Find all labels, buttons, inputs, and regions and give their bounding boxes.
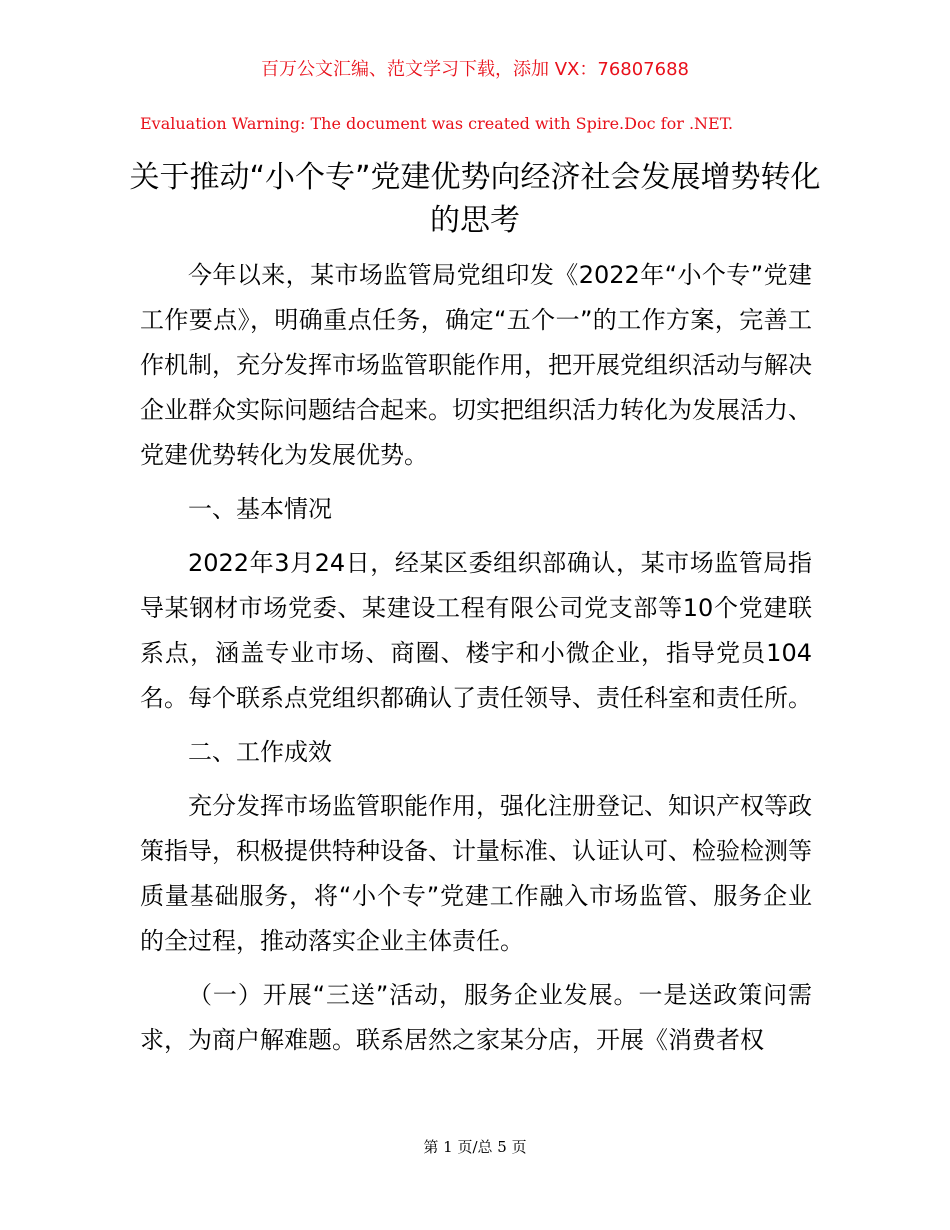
evaluation-warning: Evaluation Warning: The document was created with Spire.Doc for .NET. (140, 114, 734, 133)
document-body (140, 253, 812, 1072)
paragraph-three-sends: （一）开展“三送”活动，服务企业发展。一是送政策问需求，为商户解难题。联系居然之家某分店，开展《消费者权 (140, 981, 812, 1054)
header-banner: 百万公文汇编、范文学习下载，添加 VX：76807688 (261, 59, 689, 80)
section-heading-work-results: 二、工作成效 (188, 738, 332, 766)
document-title: 关于推动“小个专”党建优势向经济社会发展增势转化的思考 (129, 160, 821, 238)
paragraph-basic-situation: 2022年3月24日，经某区委组织部确认，某市场监管局指导某钢材市场党委、某建设工程有限公司党支部等10个党建联系点，涵盖专业市场、商圈、楼宇和小微企业，指导党员104名。每个联系点党组织都确认了责任领导、责任科室和责任所。 (140, 549, 812, 712)
section-heading-basic-situation: 一、基本情况 (188, 495, 332, 523)
page-indicator: 第 1 页/总 5 页 (423, 1138, 527, 1156)
paragraph-intro: 今年以来，某市场监管局党组印发《2022年“小个专”党建工作要点》，明确重点任务，确定“五个一”的工作方案，完善工作机制，充分发挥市场监管职能作用，把开展党组织活动与解决企业群众实际问题结合起来。切实把组织活力转化为发展活力、党建优势转化为发展优势。 (140, 261, 812, 469)
paragraph-work-results: 充分发挥市场监管职能作用，强化注册登记、知识产权等政策指导，积极提供特种设备、计量标准、认证认可、检验检测等质量基础服务，将“小个专”党建工作融入市场监管、服务企业的全过程，推动落实企业主体责任。 (140, 792, 812, 955)
